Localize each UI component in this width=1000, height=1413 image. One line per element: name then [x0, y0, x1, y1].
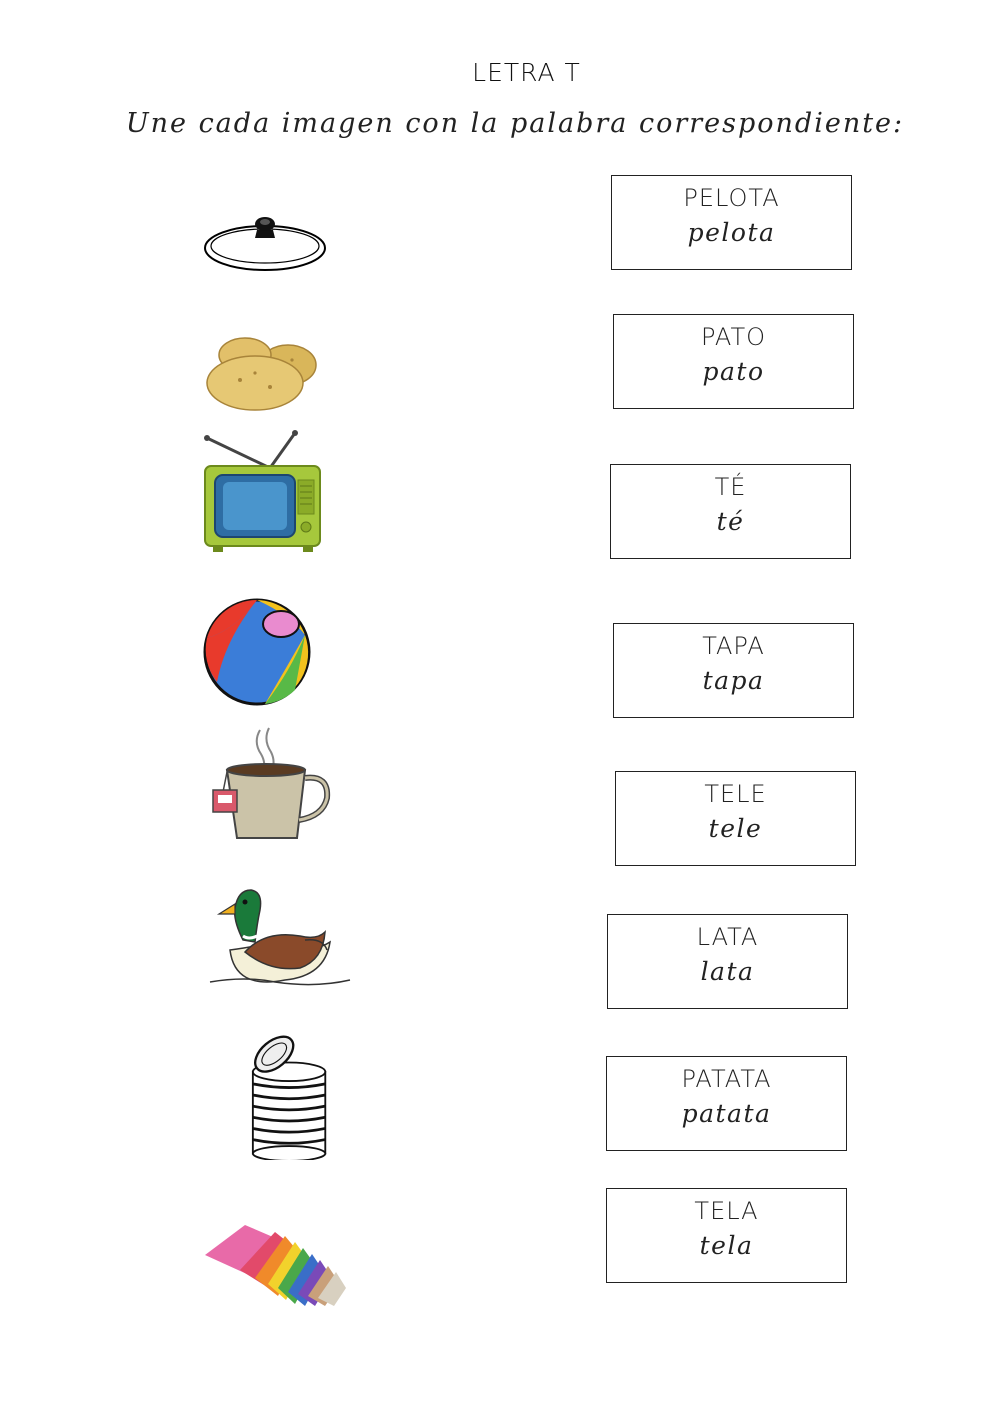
word-uppercase: PATO	[700, 323, 767, 351]
word-cursive: tele	[708, 814, 763, 843]
word-card-lata[interactable]	[607, 914, 848, 1009]
potatoes-image[interactable]	[200, 310, 350, 440]
word-uppercase: TÉ	[714, 473, 747, 501]
word-uppercase: TELA	[694, 1197, 759, 1225]
instruction-text: Une cada imagen con la palabra correspondiente:	[125, 108, 905, 139]
word-cursive: lata	[700, 957, 755, 986]
word-card-tele[interactable]	[615, 771, 856, 866]
word-card-tela[interactable]	[606, 1188, 847, 1283]
word-card-patata[interactable]	[606, 1056, 847, 1151]
tea-cup-image[interactable]	[205, 720, 355, 850]
page-title: LETRA T	[472, 58, 581, 87]
word-cursive: patata	[681, 1099, 772, 1128]
word-card-te[interactable]	[610, 464, 851, 559]
duck-image[interactable]	[205, 875, 355, 1005]
television-image[interactable]	[195, 430, 345, 560]
word-cursive: tela	[699, 1231, 754, 1260]
beach-ball-image[interactable]	[195, 590, 345, 720]
word-uppercase: PELOTA	[683, 184, 780, 212]
word-card-tapa[interactable]	[613, 623, 854, 718]
word-cursive: té	[716, 507, 745, 536]
word-cursive: tapa	[702, 666, 765, 695]
word-cursive: pato	[702, 357, 765, 386]
tin-can-image[interactable]	[215, 1030, 365, 1160]
pot-lid-image[interactable]	[195, 180, 345, 310]
word-card-pato[interactable]	[613, 314, 854, 409]
colored-cloths-image[interactable]	[200, 1190, 350, 1320]
word-card-pelota[interactable]	[611, 175, 852, 270]
word-uppercase: TELE	[704, 780, 767, 808]
word-uppercase: PATATA	[681, 1065, 772, 1093]
word-cursive: pelota	[687, 218, 776, 247]
word-uppercase: TAPA	[702, 632, 765, 660]
word-uppercase: LATA	[696, 923, 759, 951]
